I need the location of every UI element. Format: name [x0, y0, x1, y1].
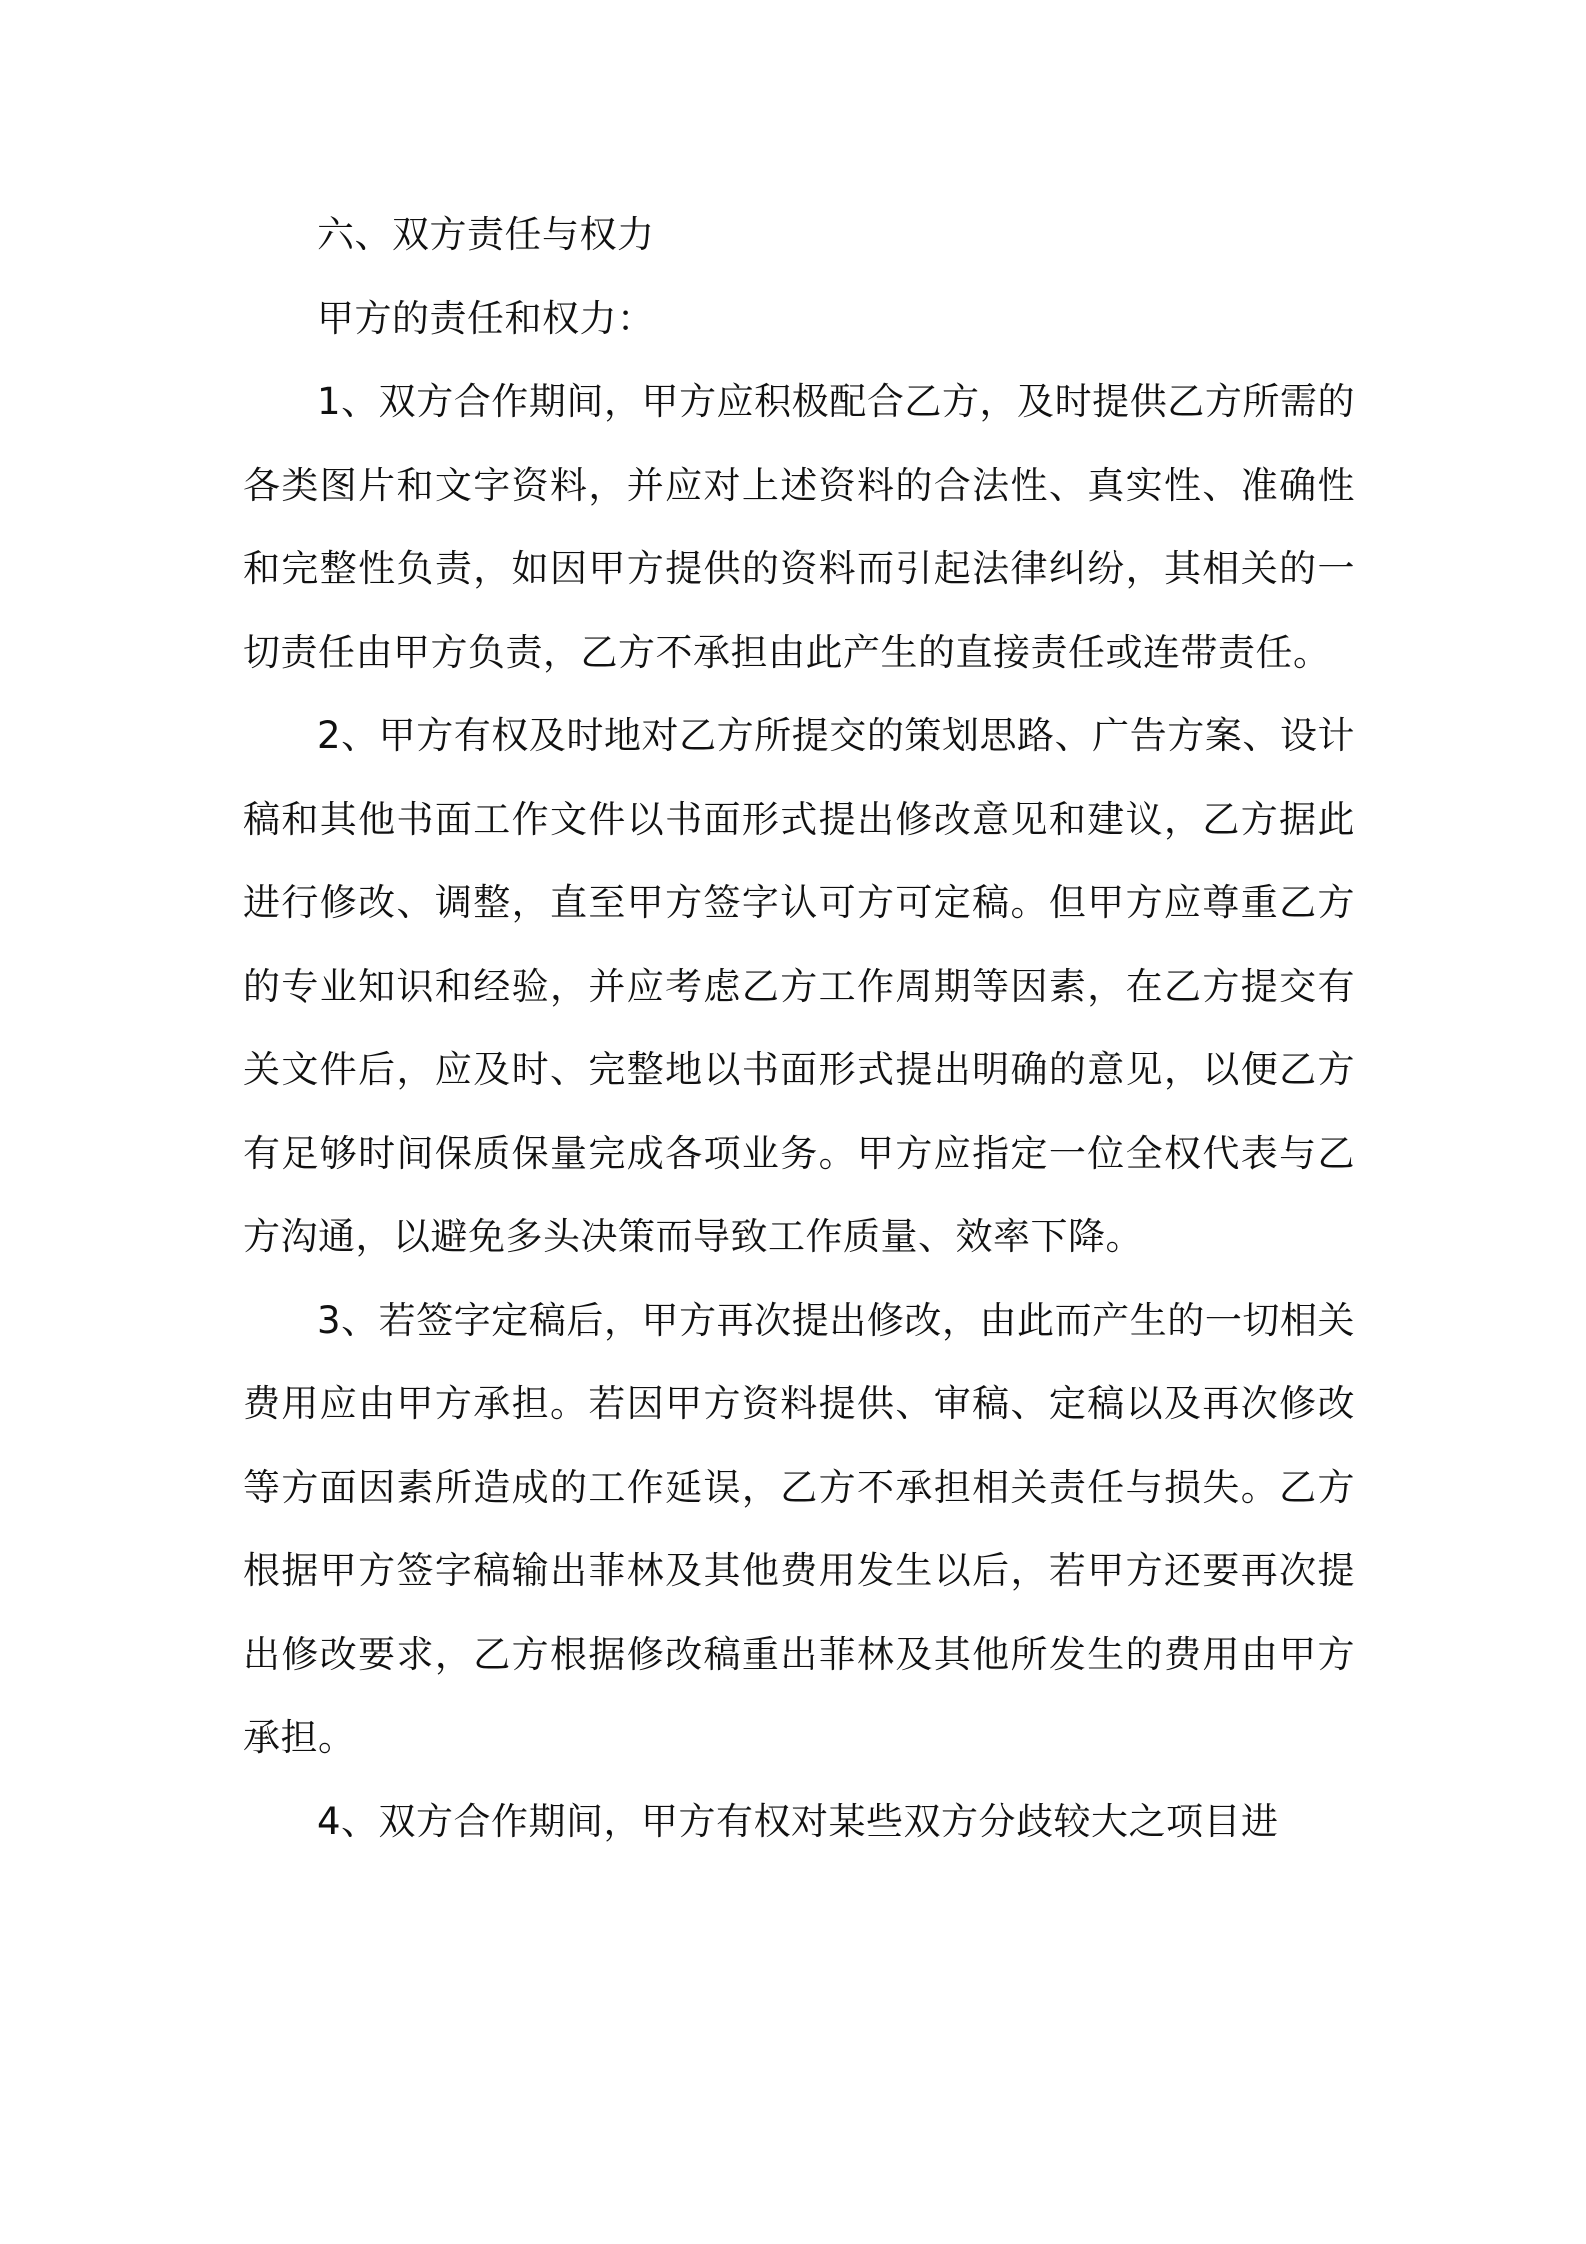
paragraph-1: 1、双方合作期间，甲方应积极配合乙方，及时提供乙方所需的各类图片和文字资料，并应对上述资料的合法性、真实性、准确性和完整性负责，如因甲方提供的资料而引起法律纠纷，其相关的一切责任由甲方负责，乙方不承担由此产生的直接责任或连带责任。	[243, 380, 1355, 674]
paragraph-4: 4、双方合作期间，甲方有权对某些双方分歧较大之项目进	[317, 1799, 1279, 1843]
paragraph-3: 3、若签字定稿后，甲方再次提出修改，由此而产生的一切相关费用应由甲方承担。若因甲方资料提供、审稿、定稿以及再次修改等方面因素所造成的工作延误，乙方不承担相关责任与损失。乙方根据甲方签字稿输出菲林及其他费用发生以后，若甲方还要再次提出修改要求，乙方根据修改稿重出菲林及其他所发生的费用由甲方承担。	[243, 1298, 1355, 1759]
section-heading: 六、双方责任与权力	[317, 213, 655, 256]
sub-heading: 甲方的责任和权力：	[317, 296, 655, 340]
document-body	[243, 193, 1355, 1863]
paragraph-2: 2、甲方有权及时地对乙方所提交的策划思路、广告方案、设计稿和其他书面工作文件以书面形式提出修改意见和建议，乙方据此进行修改、调整，直至甲方签字认可方可定稿。但甲方应尊重乙方的专业知识和经验，并应考虑乙方工作周期等因素，在乙方提交有关文件后，应及时、完整地以书面形式提出明确的意见，以便乙方有足够时间保质保量完成各项业务。甲方应指定一位全权代表与乙方沟通，以避免多头决策而导致工作质量、效率下降。	[243, 714, 1355, 1258]
